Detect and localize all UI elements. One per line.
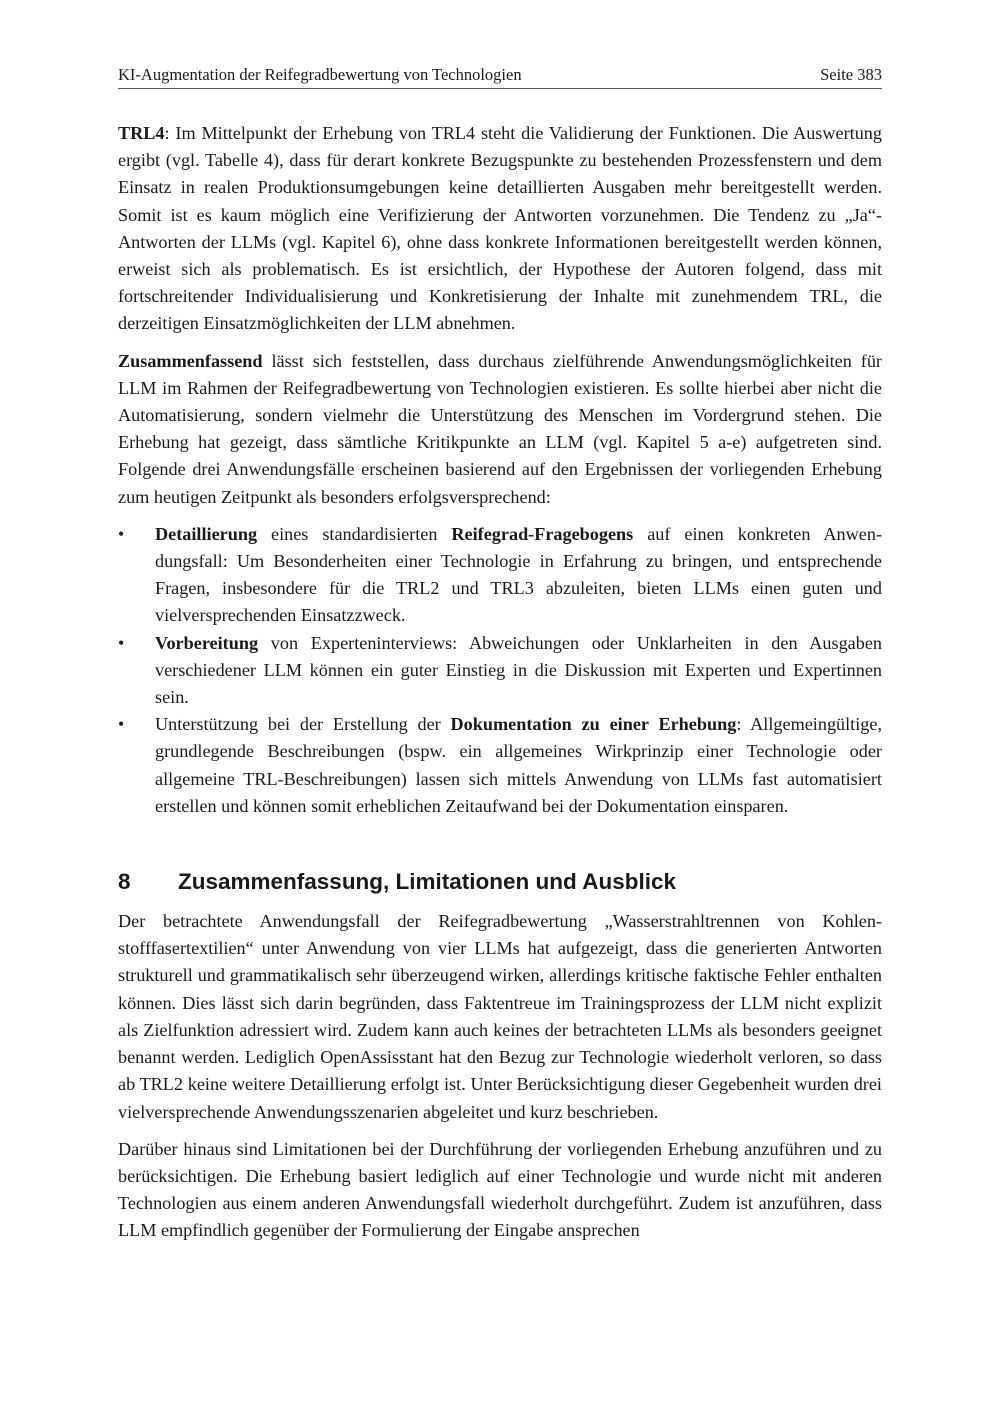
trl4-lead: TRL4 <box>118 123 165 143</box>
use-case-text: von Experteninterviews: Abweichungen oder Unklarheiten in den Ausgaben verschiedener LLM können ein guter Einstieg in die Diskussion mit Experten und Expertinnen sein. <box>155 632 882 708</box>
trl4-paragraph <box>118 120 882 338</box>
use-case-text: Unterstützung bei der Erstellung der <box>155 714 451 735</box>
summary-text: lässt sich feststellen, dass durchaus zielführende Anwendungsmöglichkeiten für LLM im Rahmen der Reifegradbewertung von Technologien existieren. Es sollte hierbei aber nicht die Automatisierung, sondern vielmehr die Unterstützung des Menschen im Vordergrund stehen. Die Erhebung hat gezeigt, dass sämtliche Kritikpunkte an LLM (vgl. Kapitel 5 a-e) aufgetreten sind. Folgende drei Anwendungsfälle erscheinen basierend auf den Ergebnissen der vorliegenden Erhebung zum heutigen Zeitpunkt als besonders erfolgsversprechend: <box>118 350 882 507</box>
bullet-icon <box>118 521 128 548</box>
use-case-bold: Reifegrad-Fragebogens <box>451 523 634 544</box>
document-page <box>118 64 882 1245</box>
use-case-text: auf einen konkreten Anwendungsfall: Um Besonderheiten einer Technologie in Erfahrung zu bringen, und entsprechende Fragen, insbesondere für die TRL2 und TRL3 abzuleiten, bieten LLMs einen guten und vielversprechenden Einsatzzweck. <box>155 523 882 626</box>
bullet-icon <box>118 630 128 657</box>
page-number: Seite 383 <box>820 65 882 84</box>
section-paragraph: Darüber hinaus sind Limitationen bei der Durchführung der vorliegenden Erhebung anzuführen und zu berücksichtigen. Die Erhebung basiert lediglich auf einer Technologie und wurde nicht mit anderen Technologien aus einem anderen Anwendungsfall wiederholt durchgeführt. Zudem ist anzuführen, dass LLM empfindlich gegenüber der Formulierung der Eingabe ansprechen <box>118 1138 882 1241</box>
use-case-item <box>118 521 882 630</box>
running-header-title: KI-Augmentation der Reifegradbewertung von Technologien <box>118 65 522 84</box>
summary-lead: Zusammenfassend <box>118 350 263 371</box>
use-case-text: eines standardisierten <box>257 523 452 544</box>
use-case-item <box>118 630 882 712</box>
use-case-bold: Detaillierung <box>155 523 258 544</box>
running-header <box>118 64 882 89</box>
summary-paragraph <box>118 348 882 511</box>
use-case-item <box>118 711 882 820</box>
bullet-icon <box>118 711 128 738</box>
use-case-bold: Vorbereitung <box>155 632 259 653</box>
trl4-text: : Im Mittelpunkt der Erhebung von TRL4 steht die Validierung der Funktionen. Die Auswertung ergibt (vgl. Tabelle 4), dass für derart konkrete Bezugspunkte zu bestehenden Prozessfenstern und dem Einsatz in realen Produktionsumgebungen keine detaillierten Ausgaben mehr bereitgestellt werden. Somit ist es kaum möglich eine Verifizierung der Antworten vorzunehmen. Die Tendenz zu „Ja“-Antworten der LLMs (vgl. Kapitel 6), ohne dass konkrete Informationen bereitgestellt werden können, erweist sich als problematisch. Es ist ersichtlich, der Hypothese der Autoren folgend, dass mit fortschreitender Individualisierung und Konkretisierung der Inhalte mit zunehmendem TRL, die derzeitigen Einsatzmöglichkeiten der LLM abnehmen. <box>118 123 882 334</box>
section-title: Zusammenfassung, Limitationen und Ausblick <box>178 869 676 895</box>
section-paragraph: Der betrachtete Anwendungsfall der Reifegradbewertung „Wasserstrahltrennen von Kohlenstofffasertextilien“ unter Anwendung von vier LLMs hat aufgezeigt, dass die generierten Antworten strukturell und grammatikalisch sehr überzeugend wirken, allerdings kritische faktische Fehler enthalten können. Dies lässt sich darin begründen, dass Faktentreue im Trainingsprozess der LLM nicht explizit als Zielfunktion adressiert wird. Zudem kann auch keines der betrachteten LLMs als besonders geeignet benannt werden. Lediglich OpenAssisstant hat den Bezug zur Technologie wiederholt verloren, so dass ab TRL2 keine weitere Detaillierung erfolgt ist. Unter Berücksichtigung dieser Gegebenheit wurden drei vielversprechende Anwendungsszenarien abgeleitet und kurz beschrieben. <box>118 911 882 1122</box>
use-case-bold: Dokumentation zu einer Erhebung <box>450 714 737 735</box>
section-heading <box>118 867 882 897</box>
use-case-text: : Allgemeingültige, grundlegende Beschreibungen (bspw. ein allgemeines Wirkprinzip einer Technologie oder allgemeine TRL-Beschreibungen) lassen sich mittels Anwendung von LLMs fast automatisiert erstellen und können somit erheblichen Zeitaufwand bei der Dokumentation einsparen. <box>155 714 883 816</box>
use-case-list <box>118 521 882 820</box>
section-number: 8 <box>118 869 131 895</box>
